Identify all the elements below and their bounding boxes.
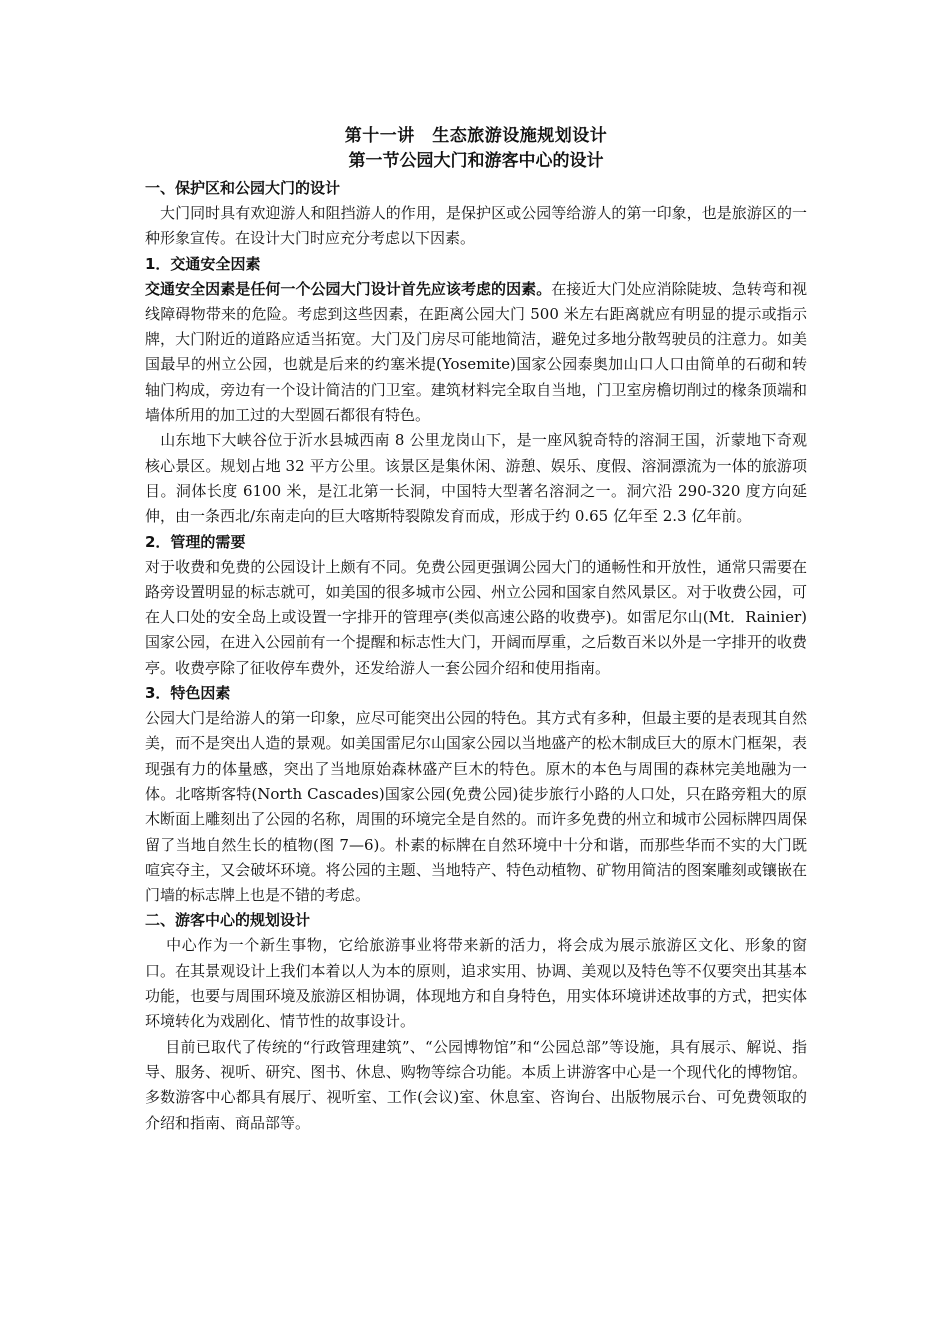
- paragraph-text: 在接近大门处应消除陡坡、急转弯和视线障碍物带来的危险。考虑到这些因素，在距离公园大门 500 米左右距离就应有明显的提示或指示牌，大门附近的道路应适当拓宽。大门及门房尽可能地简洁，避免过多地分散驾驶员的注意力。如美国最早的州立公园，也就是后来的约塞米提(Yosemite)国家公园泰奥加山口人口由简单的石砌和转轴门构成，旁边有一个设计简洁的门卫室。建筑材料完全取自当地，门卫室房檐切削过的椽条顶端和墙体所用的加工过的大型圆石都很有特色。: [145, 279, 807, 425]
- subheading-traffic-safety: 1．交通安全因素: [145, 254, 261, 273]
- section-title: 第一节公园大门和游客中心的设计: [348, 151, 604, 171]
- paragraph-gate-intro: 大门同时具有欢迎游人和阻挡游人的作用，是保护区或公园等给游人的第一印象，也是旅游区的一种形象宣传。在设计大门时应充分考虑以下因素。: [145, 204, 807, 248]
- bold-lead: 交通安全因素是任何一个公园大门设计首先应该考虑的因素。: [145, 279, 552, 298]
- document-page: [145, 124, 807, 1136]
- paragraph-management: 对于收费和免费的公园设计上颇有不同。免费公园更强调公园大门的通畅性和开放性，通常只需要在路旁设置明显的标志就可，如美国的很多城市公园、州立公园和国家自然风景区。对于收费公园，可在人口处的安全岛上或设置一字排开的管理亭(类似高速公路的收费亭)。如雷尼尔山(Mt．Rainier)国家公园，在进入公园前有一个提醒和标志性大门，开阔而厚重，之后数百米以外是一字排开的收费亭。收费亭除了征收停车费外，还发给游人一套公园介绍和使用指南。: [145, 557, 807, 677]
- paragraph-visitor-center-1: 中心作为一个新生事物，它给旅游事业将带来新的活力，将会成为展示旅游区文化、形象的窗口。在其景观设计上我们本着以人为本的原则，追求实用、协调、美观以及特色等不仅要突出其基本功能，也要与周围环境及旅游区相协调，体现地方和自身特色，用实体环境讲述故事的方式，把实体环境转化为戏剧化、情节性的故事设计。: [145, 936, 807, 1031]
- paragraph-traffic-safety: [145, 277, 807, 429]
- heading-gate-design: 一、保护区和公园大门的设计: [145, 179, 341, 197]
- heading-visitor-center: 二、游客中心的规划设计: [145, 911, 311, 930]
- subheading-management: 2．管理的需要: [145, 532, 246, 551]
- subheading-features: 3．特色因素: [145, 684, 231, 703]
- document-title: 第十一讲 生态旅游设施规划设计: [344, 126, 608, 146]
- paragraph-visitor-center-2: 目前已取代了传统的“行政管理建筑”、“公园博物馆”和“公园总部”等设施，具有展示、解说、指导、服务、视听、研究、图书、休息、购物等综合功能。本质上讲游客中心是一个现代化的博物馆。多数游客中心都具有展厅、视听室、工作(会议)室、休息室、咨询台、出版物展示台、可免费领取的介绍和指南、商品部等。: [145, 1037, 807, 1132]
- paragraph-features: 公园大门是给游人的第一印象，应尽可能突出公园的特色。其方式有多种，但最主要的是表现其自然美，而不是突出人造的景观。如美国雷尼尔山国家公园以当地盛产的松木制成巨大的原木门框架，表现强有力的体量感，突出了当地原始森林盛产巨木的特色。原木的本色与周围的森林完美地融为一体。北喀斯客特(North Cascades)国家公园(免费公园)徒步旅行小路的人口处，只在路旁粗大的原木断面上雕刻出了公园的名称，周围的环境完全是自然的。而许多免费的州立和城市公园标牌四周保留了当地自然生长的植物(图 7—6)。朴素的标牌在自然环境中十分和谐，而那些华而不实的大门既喧宾夺主，又会破坏环境。将公园的主题、当地特产、特色动植物、矿物用简洁的图案雕刻或镶嵌在门墙的标志牌上也是不错的考虑。: [145, 709, 807, 905]
- paragraph-shandong-canyon: 山东地下大峡谷位于沂水县城西南 8 公里龙岗山下，是一座风貌奇特的溶洞王国，沂蒙地下奇观核心景区。规划占地 32 平方公里。该景区是集休闲、游憩、娱乐、度假、溶洞漂流为一体的旅游项目。洞体长度 6100 米，是江北第一长洞，中国特大型著名溶洞之一。洞穴沿 290-320 度方向延伸，由一条西北/东南走向的巨大喀斯特裂隙发育而成，形成于约 0.65 亿年至 2.3 亿年前。: [145, 431, 807, 526]
